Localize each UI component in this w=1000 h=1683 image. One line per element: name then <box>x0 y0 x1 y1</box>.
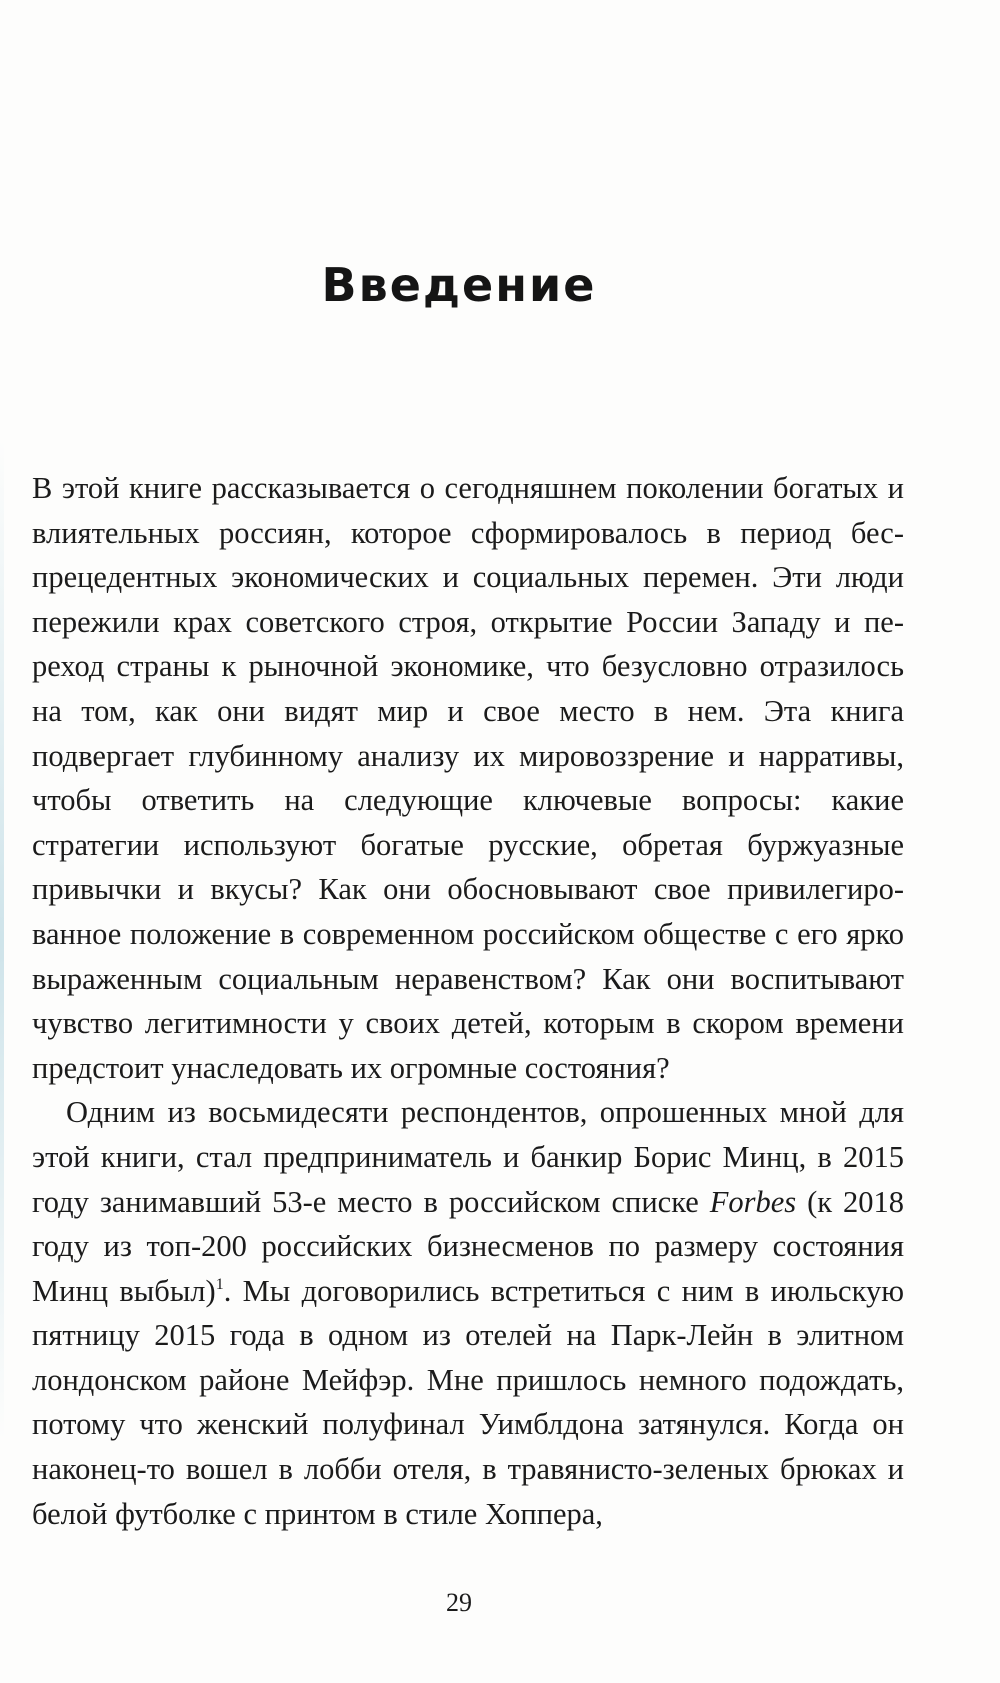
chapter-title: Введение <box>321 258 597 312</box>
paragraph-2 <box>32 1090 904 1536</box>
forbes-italic: Forbes <box>709 1184 797 1219</box>
paragraph-2-part-1: Одним из восьмидесяти респондентов, опрошенных мной для этой книги, стал предприниматель и банкир Борис Минц, в 2015 году занимавший 53-е место в российском списке <box>32 1095 904 1219</box>
paragraph-2-part-2: (к 2018 году из топ-200 российских бизнесменов по размеру состояния Минц выбыл) <box>32 1184 904 1308</box>
body-text <box>32 466 904 1536</box>
page-number: 29 <box>446 1588 472 1617</box>
paragraph-2-part-3: . Мы договорились встретиться с ним в июльскую пятницу 2015 года в одном из отелей на Парк-Лейн в элитном лондонском районе Мейфэр. Мне пришлось немного подождать, потому что женский полуфинал Уимблдона затянулся. Когда он наконец-то вошел в лобби отеля, в травянисто-зеленых брюках и белой футболке с принтом в стиле Хоппера, <box>32 1273 904 1531</box>
footnote-marker[interactable]: 1 <box>215 1275 224 1293</box>
paragraph-1: В этой книге рассказывается о сегодняшнем поколении богатых и влиятельных россиян, которое сформировалось в период беспрецедентных экономических и социальных перемен. Эти люди пережили крах советского строя, открытие России Западу и переход страны к рыночной экономике, что безусловно отразилось на том, как они видят мир и свое место в нем. Эта книга подвергает глубинному анализу их мировоззрение и нарративы, чтобы ответить на следующие ключевые вопросы: какие стратегии используют богатые русские, обретая буржуазные привычки и вкусы? Как они обосновывают свое привилегированное положение в современном российском обществе с его ярко выраженным социальным неравенством? Как они воспитывают чувство легитимности у своих детей, которым в скором времени предстоит унаследовать их огромные состояния? <box>32 471 904 1085</box>
scan-edge-artifact <box>0 440 4 1440</box>
